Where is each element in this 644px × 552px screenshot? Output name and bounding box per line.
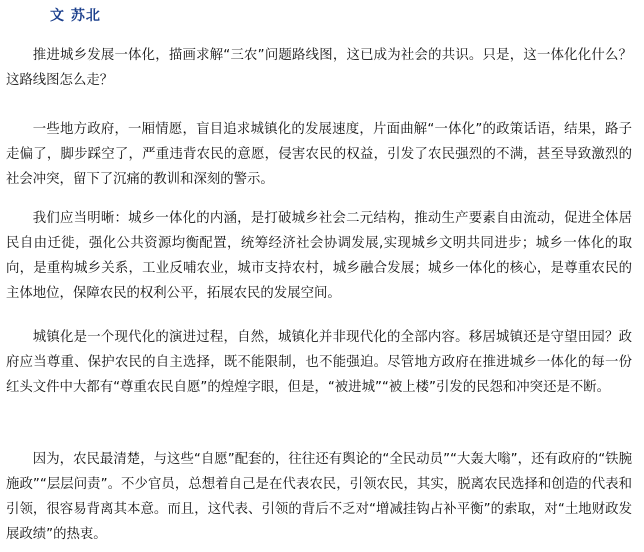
article-paragraph-1: 推进城乡发展一体化，描画求解“三农”问题路线图，这已成为社会的共识。只是，这一体化化什么？这路线图怎么走？ <box>6 48 632 88</box>
article-paragraph-3: 我们应当明晰：城乡一体化的内涵，是打破城乡社会二元结构，推动生产要素自由流动，促进全体居民自由迁徙，强化公共资源均衡配置，统筹经济社会协调发展,实现城乡文明共同进步；城乡一体化的取向，是重构城乡关系，工业反哺农业，城市支持农村，城乡融合发展；城乡一体化的核心，是尊重农民的主体地位，保障农民的权利公平，拓展农民的发展空间。 <box>6 211 632 301</box>
article-paragraph-5: 因为，农民最清楚，与这些“自愿”配套的，往往还有舆论的“全民动员”“大轰大嗡”，还有政府的“铁腕施政”“层层问责”。不少官员，总想着自己是在代表农民，引领农民，其实，脱离农民选择和创造的代表和引领，很容易背离其本意。而且，这代表、引领的背后不乏对“增减挂钩占补平衡”的索取，对“土地财政发展政绩”的热衷。 <box>6 452 632 542</box>
article-paragraph-4: 城镇化是一个现代化的演进过程，自然，城镇化并非现代化的全部内容。移居城镇还是守望田园？政府应当尊重、保护农民的自主选择，既不能限制，也不能强迫。尽管地方政府在推进城乡一体化的每一份红头文件中大都有“尊重农民自愿”的煌煌字眼，但是，“被进城”“被上楼”引发的民怨和冲突还是不断。 <box>6 330 632 395</box>
author-byline: 文 苏北 <box>50 8 101 24</box>
article-paragraph-2: 一些地方政府，一厢情愿，盲目追求城镇化的发展速度，片面曲解“一体化”的政策话语，结果，路子走偏了，脚步踩空了，严重违背农民的意愿，侵害农民的权益，引发了农民强烈的不满，甚至导致激烈的社会冲突，留下了沉痛的教训和深刻的警示。 <box>6 122 632 187</box>
